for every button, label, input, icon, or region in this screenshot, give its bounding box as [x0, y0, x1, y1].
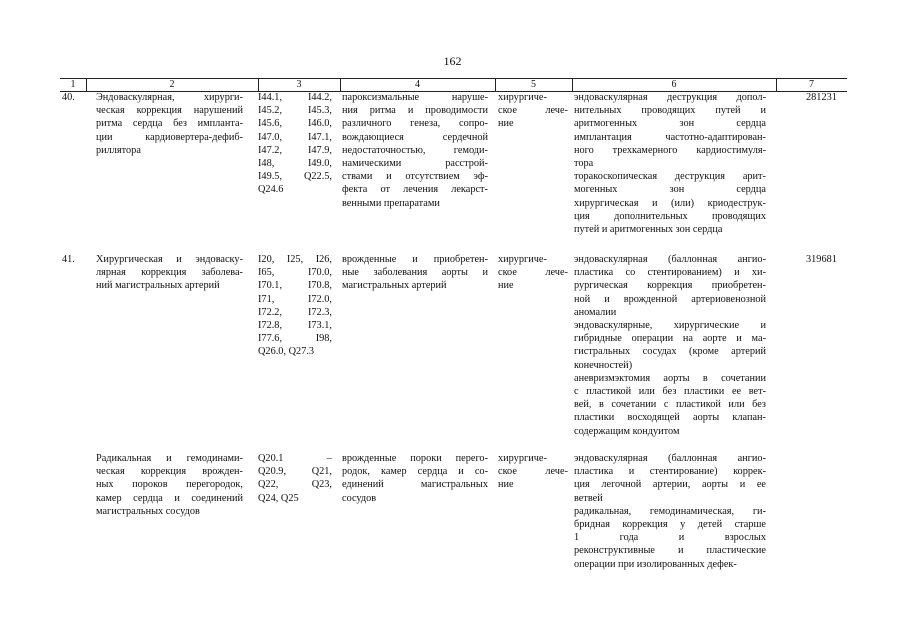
icd-code-line [258, 183, 332, 196]
icd-code: I72.3, [307, 306, 332, 318]
treatment-type-line: ние [498, 479, 514, 491]
patient-model-line: ные заболевания аорты и [342, 267, 488, 279]
treatment-method-line: бридная коррекция у детей старше [574, 519, 766, 531]
treatment-method-line: рургическая коррекция приобретен- [574, 280, 766, 292]
treatment-method-line: аневризмэктомия аорты в сочетании [574, 372, 766, 384]
treatment-type-line: ское лече- [498, 267, 568, 279]
icd-code: Q24, Q25 [258, 492, 299, 504]
medical-care-table [60, 78, 847, 92]
care-type-name-line: ний магистральных артерий [96, 280, 220, 292]
treatment-method-line: имплантация частотно-адаптирован- [574, 131, 766, 143]
icd-code: I49.5, [258, 171, 283, 183]
column-header-5: 5 [531, 79, 536, 90]
treatment-method-line: с пластикой или без пластики ее вет- [574, 386, 766, 398]
icd-code: I65, [258, 267, 275, 279]
page-number: 162 [443, 54, 462, 68]
patient-model-line: врожденные пороки перего- [342, 453, 488, 464]
icd-code: Q20.1 [258, 453, 284, 464]
icd-code: I47.0, [258, 131, 283, 143]
icd-code: I26, [315, 254, 332, 265]
treatment-method-line: могенных зон сердца [574, 184, 766, 196]
icd-code: I72.0, [307, 293, 332, 305]
icd-code: I49.0, [307, 158, 332, 170]
treatment-method-line: пластика со стентированием) и хи- [574, 267, 766, 279]
patient-model-line: единений магистральных [342, 479, 488, 491]
column-header-1: 1 [70, 79, 76, 90]
treatment-method [574, 253, 766, 438]
patient-model-line: магистральных артерий [342, 280, 447, 292]
treatment-type [498, 253, 568, 293]
icd-code: I20, [258, 254, 275, 265]
icd-code: I70.8, [307, 280, 332, 292]
icd-code: Q20.9, [258, 466, 287, 478]
icd-code: I77.6, [258, 333, 283, 345]
table-header-row [60, 78, 847, 92]
column-header-6: 6 [671, 79, 677, 90]
column-header-2: 2 [169, 79, 175, 90]
treatment-type [498, 452, 568, 492]
icd-code: Q22, [258, 479, 279, 491]
icd-code: I98, [315, 333, 332, 345]
care-type-name-line: лярная коррекция заболева- [96, 267, 243, 279]
patient-model [342, 91, 488, 210]
column-divider [776, 79, 777, 91]
care-type-name [96, 253, 243, 293]
icd-code-line [258, 306, 332, 319]
care-type-name-line: ческая коррекция врожден- [96, 466, 243, 478]
patient-model [342, 253, 488, 293]
treatment-method-line: ветвей [574, 492, 603, 504]
icd-code-line [258, 452, 332, 465]
patient-model-line: различного генеза, сопро- [342, 118, 488, 130]
treatment-method-line: эндоваскулярная (баллонная ангио- [574, 453, 766, 464]
icd-code: Q24.6 [258, 184, 284, 196]
treatment-method-line: эндоваскулярные, хирургические и [574, 320, 766, 332]
treatment-method-line: аритмогенных зон сердца [574, 118, 766, 130]
icd-code: I72.8, [258, 320, 283, 332]
icd-code: I48, [258, 158, 275, 170]
icd-codes [258, 253, 332, 359]
treatment-method-line: эндоваскулярная (баллонная ангио- [574, 254, 766, 265]
icd-code: Q21, [311, 466, 332, 478]
icd-code: I70.1, [258, 280, 283, 292]
icd-code: I72.2, [258, 306, 283, 318]
care-type-name-line: ных пороков перегородок, [96, 479, 243, 491]
treatment-method-line: ция легочной артерии, аорты и ее [574, 479, 766, 491]
treatment-method-line: хирургическая и (или) криодеструк- [574, 197, 766, 209]
treatment-method-line: гибридные операции на аорте и ма- [574, 333, 766, 345]
patient-model-line: недостаточностью, гемоди- [342, 144, 488, 156]
row-number: 41. [62, 254, 75, 265]
care-type-name-line: Эндоваскулярная, хирурги- [96, 92, 243, 103]
icd-code-line [258, 492, 332, 505]
treatment-type-line: ние [498, 280, 514, 292]
treatment-method-line: ция дополнительных проводящих [574, 210, 766, 222]
patient-model [342, 452, 488, 505]
treatment-method-line: радикальная, гемодинамическая, ги- [574, 505, 766, 517]
icd-code: I45.6, [258, 118, 283, 130]
treatment-method [574, 91, 766, 236]
icd-code-line [258, 91, 332, 104]
column-divider [495, 79, 496, 91]
treatment-method-line: торакоскопическая деструкция арит- [574, 171, 766, 183]
patient-model-line: родок, камер сердца и со- [342, 466, 488, 478]
icd-code: I44.1, [258, 92, 283, 103]
care-type-name-line: ритма сердца без импланта- [96, 118, 243, 130]
icd-code-line [258, 131, 332, 144]
patient-model-line: фекта от лечения лекарст- [342, 184, 488, 196]
cost-value: 319681 [806, 254, 837, 265]
icd-code-line [258, 170, 332, 183]
patient-model-line: ния ритма и проводимости [342, 105, 488, 117]
icd-code: I47.2, [258, 144, 283, 156]
icd-codes [258, 452, 332, 505]
care-type-name [96, 91, 243, 157]
row-number: 40. [62, 92, 75, 103]
icd-code: I44.2, [307, 92, 332, 103]
treatment-method-line: нительных проводящих путей и [574, 105, 766, 117]
treatment-method-line: реконструктивные и пластические [574, 545, 766, 557]
treatment-method-line: путей и аритмогенных зон сердца [574, 224, 723, 236]
patient-model-line: вождающиеся сердечной [342, 131, 488, 143]
treatment-method-line: ной и врожденной артериовенозной [574, 293, 766, 305]
cost-value: 281231 [806, 92, 837, 103]
treatment-method-line: вей, в сочетании с пластикой или без [574, 399, 766, 411]
icd-code: I47.9, [307, 144, 332, 156]
icd-code: I45.3, [307, 105, 332, 117]
care-type-name-line: магистральных сосудов [96, 505, 200, 517]
treatment-method-line: пластика и стентирование) коррек- [574, 466, 766, 478]
icd-code-line [258, 319, 332, 332]
care-type-name-line: Хирургическая и эндоваску- [96, 254, 243, 265]
treatment-method-line: конечностей) [574, 359, 633, 371]
icd-code: Q23, [311, 479, 332, 491]
icd-code-line [258, 332, 332, 345]
icd-code: I71, [258, 293, 275, 305]
icd-code-line [258, 478, 332, 491]
icd-code-line [258, 157, 332, 170]
column-divider [258, 79, 259, 91]
icd-code: Q26.0, Q27.3 [258, 346, 315, 358]
column-header-4: 4 [415, 79, 420, 90]
column-divider [86, 79, 87, 91]
icd-code: I47.1, [307, 131, 332, 143]
treatment-type-line: хирургиче- [498, 254, 547, 265]
patient-model-line: венными препаратами [342, 197, 440, 209]
icd-code: I70.0, [307, 267, 332, 279]
icd-code-line [258, 465, 332, 478]
icd-codes [258, 91, 332, 197]
icd-code-line [258, 253, 332, 266]
care-type-name-line: ческая коррекция нарушений [96, 105, 243, 117]
treatment-method-line: аномалии [574, 306, 617, 318]
icd-code-line [258, 266, 332, 279]
treatment-type-line: хирургиче- [498, 92, 547, 103]
treatment-type-line: ние [498, 118, 514, 130]
icd-code-line [258, 144, 332, 157]
icd-code-line [258, 117, 332, 130]
treatment-type-line: ское лече- [498, 466, 568, 478]
treatment-method-line: операции при изолированных дефек- [574, 558, 737, 570]
care-type-name-line: камер сердца и соединений [96, 492, 243, 504]
icd-code: I45.2, [258, 105, 283, 117]
icd-code: Q22.5, [303, 171, 332, 183]
column-header-3: 3 [296, 79, 302, 90]
icd-code: I46.0, [307, 118, 332, 130]
treatment-type-line: хирургиче- [498, 453, 547, 464]
patient-model-line: ствами и отсутствием эф- [342, 171, 488, 183]
icd-code-line [258, 293, 332, 306]
icd-code: I25, [286, 254, 304, 265]
icd-code-line [258, 345, 332, 358]
icd-code-line [258, 104, 332, 117]
icd-code: I73.1, [307, 320, 332, 332]
care-type-name-line: ции кардиовертера-дефиб- [96, 131, 243, 143]
column-header-7: 7 [809, 79, 814, 90]
treatment-method-line: содержащим кондуитом [574, 425, 680, 437]
care-type-name-line: Радикальная и гемодинами- [96, 453, 243, 464]
treatment-method-line: пластики восходящей аорты клапан- [574, 412, 766, 424]
care-type-name-line: риллятора [96, 144, 141, 156]
treatment-method-line: ного трехкамерного кардиостимуля- [574, 144, 766, 156]
patient-model-line: сосудов [342, 492, 377, 504]
care-type-name [96, 452, 243, 518]
treatment-method-line: эндоваскулярная деструкция допол- [574, 92, 766, 103]
patient-model-line: намическими расстрой- [342, 158, 488, 170]
column-divider [572, 79, 573, 91]
patient-model-line: врожденные и приобретен- [342, 254, 488, 265]
treatment-type-line: ское лече- [498, 105, 568, 117]
column-divider [340, 79, 341, 91]
treatment-method [574, 452, 766, 571]
treatment-method-line: 1 года и взрослых [574, 532, 766, 544]
treatment-method-line: тора [574, 158, 594, 170]
patient-model-line: пароксизмальные наруше- [342, 92, 488, 103]
icd-code-line [258, 279, 332, 292]
icd-code: – [326, 453, 332, 464]
treatment-type [498, 91, 568, 131]
treatment-method-line: гистральных сосудах (кроме артерий [574, 346, 766, 358]
